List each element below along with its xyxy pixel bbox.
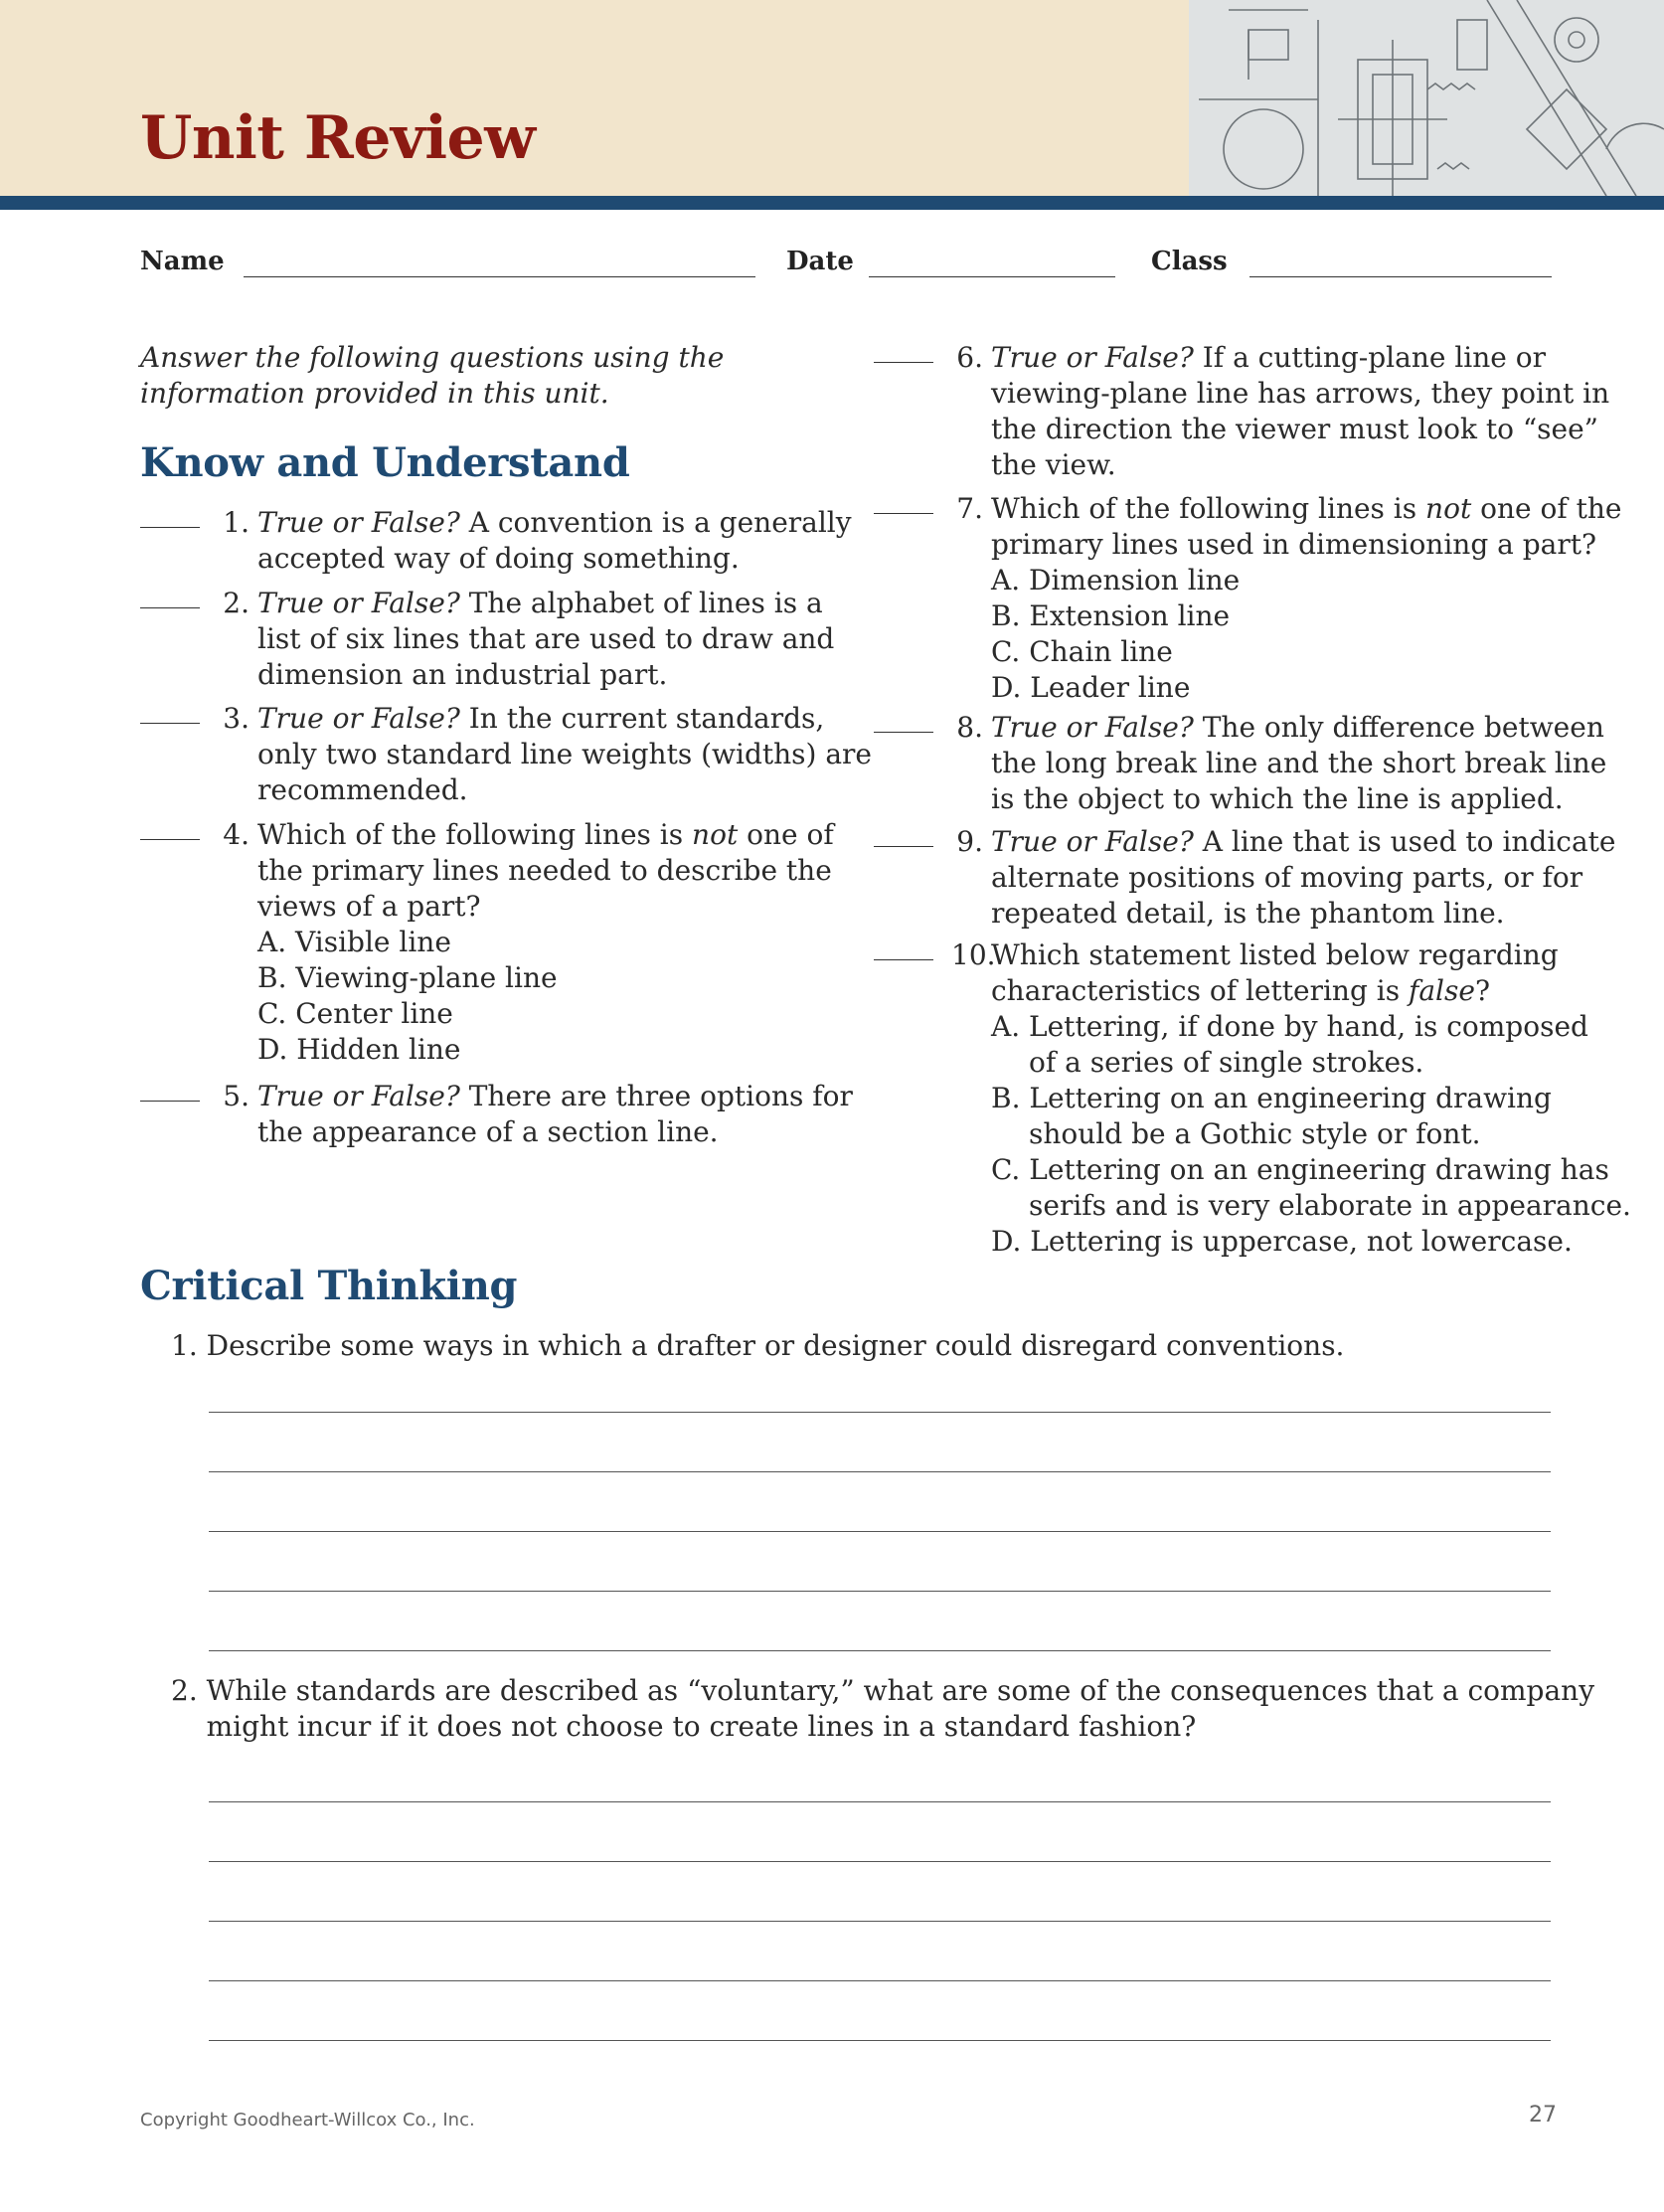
- answer-blank[interactable]: [874, 959, 933, 960]
- answer-blank[interactable]: [140, 527, 200, 528]
- header-divider-band: [0, 196, 1664, 210]
- student-info-bar: [140, 247, 1552, 286]
- copyright: Copyright Goodheart-Willcox Co., Inc.: [140, 2110, 475, 2130]
- answer-line[interactable]: [209, 1412, 1551, 1413]
- question-line: the appearance of a section line.: [257, 1115, 719, 1148]
- page-number: 27: [1529, 2103, 1557, 2127]
- answer-line[interactable]: [209, 1650, 1551, 1651]
- question-number: 7.: [956, 492, 983, 525]
- question-line: the view.: [991, 448, 1116, 481]
- question-number: 6.: [956, 341, 983, 374]
- answer-option: B. Extension line: [991, 599, 1231, 632]
- question-line: views of a part?: [257, 890, 481, 923]
- answer-option: A. Lettering, if done by hand, is composed: [991, 1010, 1588, 1043]
- answer-option: D. Lettering is uppercase, not lowercase.: [991, 1225, 1573, 1258]
- critical-question-1-line: 1. Describe some ways in which a drafter or designer could disregard conventions.: [171, 1329, 1345, 1362]
- question-line: repeated detail, is the phantom line.: [991, 897, 1505, 930]
- question-line: True or False? The alphabet of lines is a: [257, 587, 823, 619]
- critical-thinking-heading: Critical Thinking: [140, 1263, 518, 1309]
- answer-line[interactable]: [209, 1861, 1551, 1862]
- answer-option: D. Hidden line: [257, 1033, 461, 1066]
- answer-blank[interactable]: [140, 723, 200, 724]
- answer-line[interactable]: [209, 1531, 1551, 1532]
- date-label: Date: [786, 247, 854, 276]
- question-number: 3.: [223, 702, 250, 735]
- answer-option: C. Lettering on an engineering drawing has: [991, 1153, 1609, 1186]
- header-banner: [0, 0, 1664, 196]
- answer-option: A. Dimension line: [991, 564, 1241, 596]
- question-line: True or False? There are three options for: [257, 1080, 853, 1112]
- answer-option: B. Viewing-plane line: [257, 961, 558, 994]
- date-field[interactable]: [869, 276, 1115, 277]
- question-line: the long break line and the short break line: [991, 747, 1607, 779]
- answer-line[interactable]: [209, 1980, 1551, 1981]
- question-number: 10.: [951, 938, 996, 971]
- answer-blank[interactable]: [140, 1101, 200, 1102]
- class-field[interactable]: [1249, 276, 1552, 277]
- blueprint-illustration: [1189, 0, 1664, 196]
- question-text: [991, 937, 1631, 1260]
- answer-line[interactable]: [209, 1801, 1551, 1802]
- question-line: True or False? The only difference between: [991, 711, 1604, 744]
- answer-line[interactable]: [209, 1471, 1551, 1472]
- instructions: Answer the following questions using the information provided in this unit.: [140, 341, 725, 410]
- question-text: [257, 1079, 853, 1150]
- question-line: True or False? In the current standards,: [257, 702, 825, 735]
- answer-option: A. Visible line: [257, 926, 451, 958]
- question-line: accepted way of doing something.: [257, 542, 740, 575]
- answer-option: B. Lettering on an engineering drawing: [991, 1082, 1552, 1114]
- question-number: 2.: [223, 587, 250, 619]
- question-text: [991, 824, 1616, 932]
- answer-option: D. Leader line: [991, 671, 1191, 704]
- question-line: alternate positions of moving parts, or for: [991, 861, 1583, 894]
- question-line: characteristics of lettering is false?: [991, 974, 1490, 1007]
- question-line: True or False? A convention is a generally: [257, 506, 852, 539]
- answer-blank[interactable]: [140, 607, 200, 608]
- answer-option: serifs and is very elaborate in appearance.: [1029, 1189, 1631, 1222]
- question-line: viewing-plane line has arrows, they point in: [991, 377, 1610, 410]
- question-number: 4.: [223, 818, 250, 851]
- page-title: Unit Review: [140, 103, 536, 173]
- question-text: [257, 817, 834, 1068]
- critical-question-2-line: 2. While standards are described as “voluntary,” what are some of the consequences that a company: [171, 1674, 1595, 1707]
- question-line: True or False? If a cutting-plane line or: [991, 341, 1546, 374]
- answer-option: of a series of single strokes.: [1029, 1046, 1424, 1079]
- question-line: primary lines used in dimensioning a part?: [991, 528, 1596, 561]
- question-line: Which statement listed below regarding: [991, 938, 1559, 971]
- question-text: [991, 710, 1606, 817]
- question-line: recommended.: [257, 773, 468, 806]
- question-line: True or False? A line that is used to indicate: [991, 825, 1616, 858]
- answer-option: C. Center line: [257, 997, 453, 1030]
- answer-option: C. Chain line: [991, 635, 1173, 668]
- answer-line[interactable]: [209, 1591, 1551, 1592]
- question-line: is the object to which the line is applied.: [991, 782, 1564, 815]
- name-field[interactable]: [244, 276, 755, 277]
- critical-question-2-line: might incur if it does not choose to create lines in a standard fashion?: [171, 1710, 1197, 1743]
- answer-blank[interactable]: [874, 732, 933, 733]
- question-line: the direction the viewer must look to “see”: [991, 413, 1598, 445]
- name-label: Name: [140, 247, 225, 276]
- question-number: 1.: [223, 506, 250, 539]
- question-number: 9.: [956, 825, 983, 858]
- class-label: Class: [1151, 247, 1228, 276]
- question-text: [257, 586, 834, 693]
- question-line: list of six lines that are used to draw and: [257, 622, 835, 655]
- question-text: [991, 491, 1621, 706]
- question-text: [991, 340, 1609, 483]
- answer-blank[interactable]: [140, 839, 200, 840]
- answer-option: should be a Gothic style or font.: [1029, 1117, 1481, 1150]
- know-and-understand-heading: Know and Understand: [140, 439, 630, 486]
- question-line: Which of the following lines is not one of the: [991, 492, 1622, 525]
- question-line: only two standard line weights (widths) are: [257, 738, 872, 770]
- question-line: Which of the following lines is not one of: [257, 818, 834, 851]
- question-line: the primary lines needed to describe the: [257, 854, 832, 887]
- answer-blank[interactable]: [874, 513, 933, 514]
- answer-line[interactable]: [209, 2040, 1551, 2041]
- question-line: dimension an industrial part.: [257, 658, 668, 691]
- answer-blank[interactable]: [874, 846, 933, 847]
- question-number: 8.: [956, 711, 983, 744]
- answer-line[interactable]: [209, 1921, 1551, 1922]
- question-number: 5.: [223, 1080, 250, 1112]
- answer-blank[interactable]: [874, 362, 933, 363]
- question-text: [257, 701, 872, 808]
- question-text: [257, 505, 852, 577]
